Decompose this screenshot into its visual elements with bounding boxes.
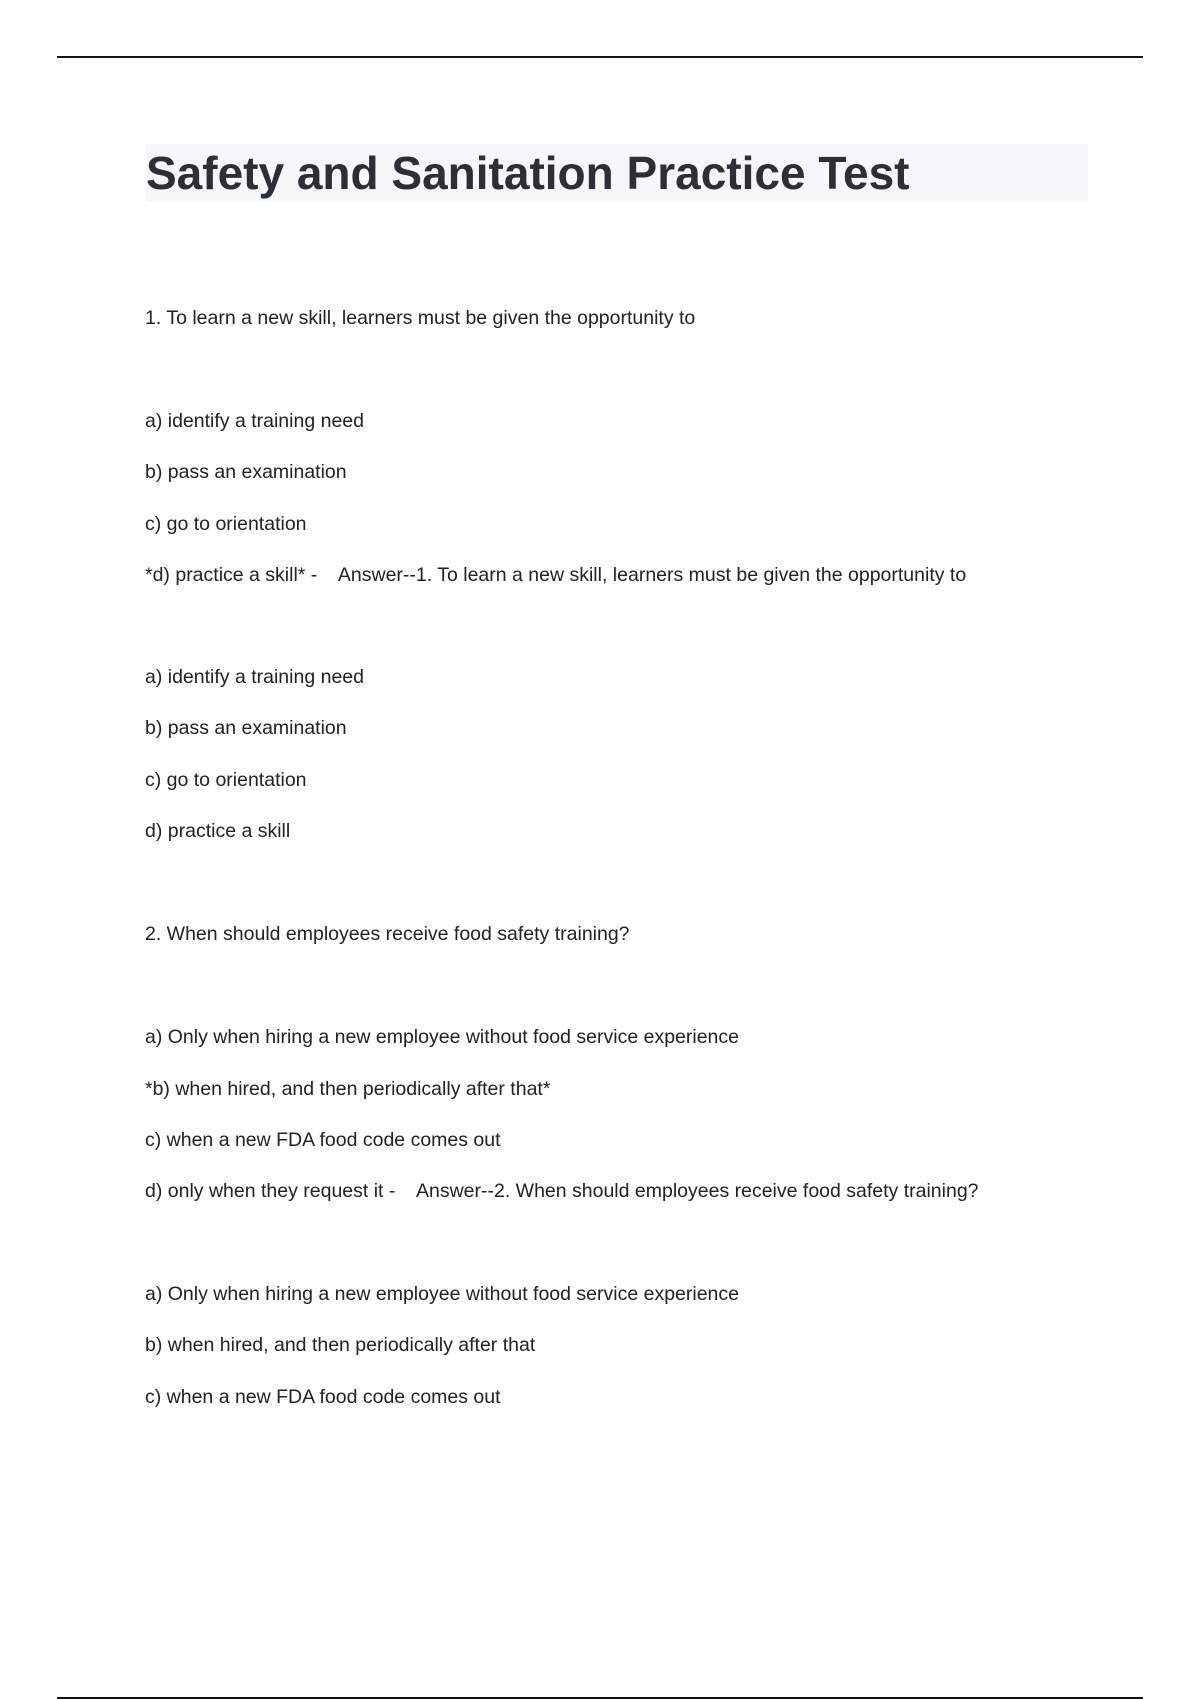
question-2-option-a: a) Only when hiring a new employee without food service experience — [145, 1026, 739, 1048]
answer-1-option-d: d) practice a skill — [145, 820, 291, 842]
question-1-option-d-answer: *d) practice a skill* - Answer--1. To learn a new skill, learners must be given the opportunity to — [145, 564, 967, 586]
answer-2-option-a: a) Only when hiring a new employee without food service experience — [145, 1283, 739, 1305]
answer-1-option-b: b) pass an examination — [145, 717, 347, 739]
question-1-option-c: c) go to orientation — [145, 513, 307, 535]
page-title: Safety and Sanitation Practice Test — [146, 147, 910, 199]
question-2-option-d-answer: d) only when they request it - Answer--2. When should employees receive food safety training? — [145, 1180, 979, 1202]
question-2-option-c: c) when a new FDA food code comes out — [145, 1129, 501, 1151]
question-2-text: 2. When should employees receive food safety training? — [145, 923, 630, 945]
answer-1-option-a: a) identify a training need — [145, 666, 364, 688]
answer-1-option-c: c) go to orientation — [145, 769, 307, 791]
header-rule — [57, 56, 1143, 58]
answer-2-option-c: c) when a new FDA food code comes out — [145, 1386, 501, 1408]
question-1-text: 1. To learn a new skill, learners must be given the opportunity to — [145, 307, 696, 329]
footer-rule — [57, 1697, 1143, 1699]
question-1-option-a: a) identify a training need — [145, 410, 364, 432]
question-1-option-b: b) pass an examination — [145, 461, 347, 483]
answer-2-option-b: b) when hired, and then periodically after that — [145, 1334, 536, 1356]
question-2-option-b: *b) when hired, and then periodically after that* — [145, 1078, 551, 1100]
